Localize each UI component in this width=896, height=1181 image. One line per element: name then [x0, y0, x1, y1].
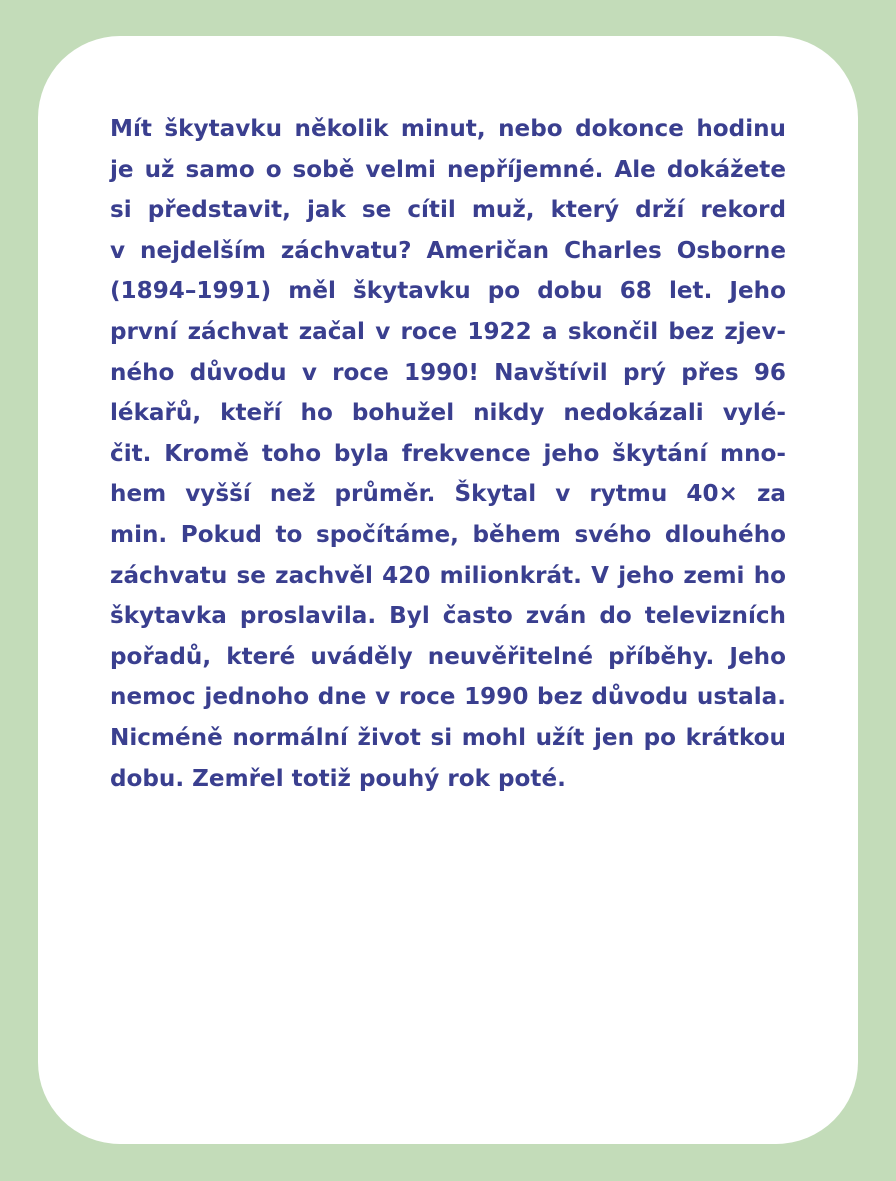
- paragraph-line: pořadů, které uváděly neuvěřitelné příběhy. Jeho: [110, 643, 786, 670]
- story-paragraph: [110, 109, 786, 799]
- paragraph-line: Nicméně normální život si mohl užít jen po krátkou: [110, 724, 786, 751]
- paragraph-line: dobu. Zemřel totiž pouhý rok poté.: [110, 765, 566, 792]
- paragraph-line: záchvatu se zachvěl 420 milionkrát. V jeho zemi ho: [110, 562, 786, 589]
- paragraph-line: lékařů, kteří ho bohužel nikdy nedokázali vylé-: [110, 400, 786, 427]
- paragraph-line: je už samo o sobě velmi nepříjemné. Ale dokážete: [110, 156, 786, 183]
- paragraph-line: škytavka proslavila. Byl často zván do televizních: [110, 603, 786, 630]
- paragraph-line: ného důvodu v roce 1990! Navštívil prý přes 96: [110, 359, 786, 386]
- paragraph-line: Mít škytavku několik minut, nebo dokonce hodinu: [110, 116, 786, 142]
- paragraph-line: v nejdelším záchvatu? Američan Charles Osborne: [110, 237, 786, 264]
- paragraph-line: si představit, jak se cítil muž, který drží rekord: [110, 197, 786, 224]
- paragraph-line: nemoc jednoho dne v roce 1990 bez důvodu ustala.: [110, 684, 786, 711]
- paragraph-line: hem vyšší než průměr. Škytal v rytmu 40× za: [110, 481, 786, 508]
- paragraph-line: min. Pokud to spočítáme, během svého dlouhého: [110, 521, 786, 548]
- paragraph-line: (1894–1991) měl škytavku po dobu 68 let. Jeho: [110, 278, 786, 305]
- paragraph-line: první záchvat začal v roce 1922 a skončil bez zjev-: [110, 318, 786, 345]
- text-card: [38, 36, 858, 1144]
- paragraph-line: čit. Kromě toho byla frekvence jeho škytání mno-: [110, 440, 786, 467]
